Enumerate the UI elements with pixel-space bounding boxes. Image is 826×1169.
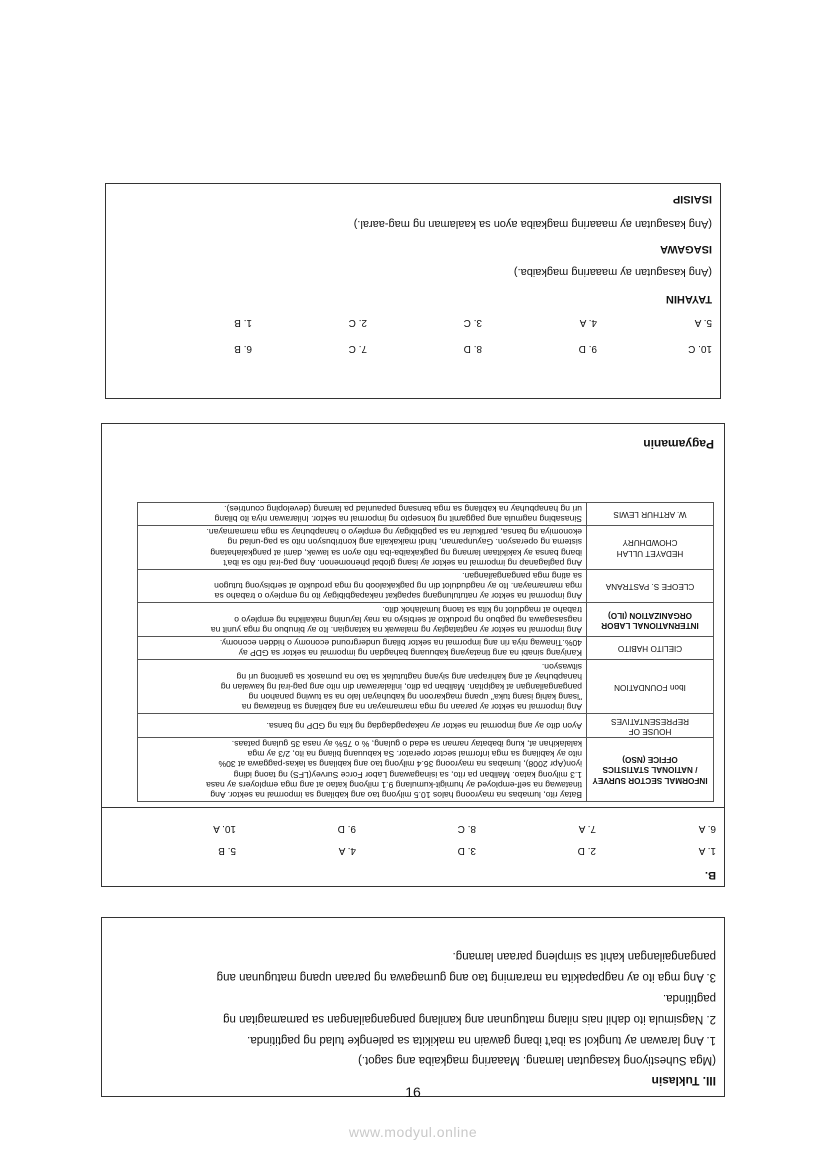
isaisip-heading: ISAISIP	[672, 193, 712, 205]
answer-item: 3. C	[463, 317, 482, 328]
answer-item: 4. A	[579, 317, 597, 328]
source-description	[138, 737, 587, 801]
pagyamanin-table	[137, 502, 714, 802]
table-row	[138, 525, 714, 569]
b-heading: B.	[705, 869, 716, 881]
desc-line: sitwasyon.	[541, 661, 582, 672]
answer-item: 9. D	[337, 823, 356, 834]
source-description	[138, 636, 587, 659]
watermark: www.modyul.online	[348, 1124, 478, 1140]
answer-item: 1. A	[698, 845, 716, 856]
table-row	[138, 660, 714, 714]
tuklasin-line: 3. Ang mga ito ay nagpapakita na maraming tao ang gumagawa ng paraan upang matugunan ang	[216, 971, 716, 983]
answer-item: 9. D	[578, 343, 597, 354]
answer-item: 5. A	[694, 317, 712, 328]
source-name: HEDAYET ULLAH CHOWDHURY	[587, 525, 714, 569]
desc-line: Ang impormal na sektor ay natutulungang sapagkat nakapagbibigay ito ng empleyo o trabaho sa	[214, 591, 582, 602]
desc-line: 40%.Tinawag niya rin ang impormal na sektor bilang underground economy o hidden economy.	[219, 638, 582, 649]
desc-line: 1.3 milyong katao. Maliban pa rito, sa isinagawang Labor Force Survey(LFS) ng taong iding	[233, 769, 582, 780]
source-name: CLEOFE S. PASTRANA	[587, 569, 714, 603]
table-row	[138, 636, 714, 659]
answer-item: 7. A	[578, 823, 596, 834]
answer-item: 5. B	[218, 845, 236, 856]
tayahin-heading: TAYAHIN	[665, 293, 712, 305]
table-row	[138, 714, 714, 737]
answer-item: 10. C	[688, 343, 712, 354]
answer-item: 7. C	[348, 343, 367, 354]
desc-line: tinatawag na self-employed ay humigit-kumulang 9.1 milyong katao at ang mga employers ay nasa	[206, 779, 582, 790]
source-description	[138, 502, 587, 525]
answer-item: 8. C	[457, 823, 476, 834]
desc-line: ekonomiya ng bansa, partikular na sa pagbibigay ng empleyo o hanapbuhay sa mga mamamayan.	[206, 527, 582, 538]
tuklasin-line: (Mga Suhestiyong kasagutan lamang. Maaaring magkaiba ang sagot.)	[358, 1054, 716, 1066]
isaisip-box	[105, 183, 721, 399]
source-name: INFORMAL SECTOR SURVEY / NATIONAL STATISTICS OFFICE (NSO)	[587, 737, 714, 801]
desc-line: uri ng hanapbuhay na kabilang sa mga bansang papaunlad pa lamang (developing countries).	[224, 503, 582, 514]
desc-line: Kaniyang sinabi na ang tinatayang kabuuang bahagdan ng impormal na sektor sa GDP ay	[238, 648, 582, 659]
table-row	[138, 502, 714, 525]
source-description	[138, 525, 587, 569]
tuklasin-line: pangangailangan kahit sa simpleng paraan lamang.	[452, 950, 716, 962]
desc-line: sistema ng operasyon. Gayunpaman, hindi maikakaila ang kontribusyon nito sa pag-unlad ng	[227, 537, 582, 548]
desc-line: Sinasabing nagmula ang paggamit ng konsepto ng impormal na sektor. Inilarawan niya ito bilang	[214, 513, 582, 524]
tuklasin-heading: III. Tuklasin	[651, 1074, 716, 1088]
answer-item: 2. D	[577, 845, 596, 856]
tuklasin-line: 2. Nagsimula ito dahil nais nilang matugunan ang kanilang pangangailangan sa pamamagitan ng	[223, 1013, 716, 1025]
desc-line: Batay rito, lumabas na mayroong halos 10.5 milyong tao ang kabilang sa impormal na sektor. Ang	[210, 790, 582, 800]
desc-line: hanapbuhay at ang kahirapan ang siyang nagtutulak sa tao na pumasok sa ganitong uri ng	[236, 671, 582, 682]
desc-line: Ayon dito ay ang impormal na sektor ay nakapagdagdag ng kita ng GDP ng bansa.	[266, 720, 582, 731]
isaisip-note: (Ang kasagutan ay maaaring magkaiba ayon sa kaalaman ng mag-aaral.)	[353, 218, 712, 230]
tuklasin-line: pagtitinda.	[662, 992, 716, 1004]
answer-item: 8. D	[463, 343, 482, 354]
source-name: Ibon FOUNDATION	[587, 660, 714, 714]
desc-line: Ang impormal na sektor ay paraan ng mga mamamayan na ang kabilang sa tinatawag na	[241, 702, 582, 713]
pagyamanin-box	[101, 423, 725, 807]
answer-item: 3. D	[457, 845, 476, 856]
source-description	[138, 660, 587, 714]
pagyamanin-heading: Pagyamanin	[643, 437, 714, 451]
b-answers-box	[101, 807, 725, 887]
desc-line: iyon(Apr 2008), lumabas na mayroong 36.4 milyong tao ang kabilang sa lakas-paggawa at 30%	[218, 759, 582, 770]
answer-item: 1. B	[234, 317, 252, 328]
desc-line: trabaho at magdulot ng kita sa taong lumalahok dito.	[382, 604, 582, 615]
desc-line: "isang kahig isang tuka" upang magkaroon ng kabuhayan lalo na sa tuwing panahon ng	[248, 692, 582, 703]
answer-item: 6. A	[698, 823, 716, 834]
source-name: INTERNATIONAL LABOR ORGANIZATION (ILO)	[587, 603, 714, 637]
answer-item: 4. A	[338, 845, 356, 856]
b-answers-row-1	[176, 845, 716, 856]
desc-line: nito ay kabilang sa mga informal sector operator. Sa kabuuang bilang na ito, 2/3 ay mga	[247, 749, 582, 760]
table-row	[138, 603, 714, 637]
answer-item: 6. B	[234, 343, 252, 354]
source-name: HOUSE OF REPRESENTATIVES	[587, 714, 714, 737]
tuklasin-box	[101, 917, 725, 1097]
tayahin-row-1	[192, 317, 712, 328]
source-name: W. ARTHUR LEWIS	[587, 502, 714, 525]
desc-line: kalalakihan at, kung ibabatay naman sa edad o gulang, % o 75% ay nasa 35 gulang pataas.	[231, 738, 582, 749]
table-row	[138, 737, 714, 801]
desc-line: nagsasagawa ng pagbuo ng produkto at serbisyo na may layuning makalikha ng empleyo o	[234, 614, 582, 625]
table-row	[138, 569, 714, 603]
desc-line: sa ating mga pangangailangan.	[462, 570, 582, 581]
desc-line: mga mamamayan. Ito ay nagdudulot din ng pagkakaloob ng mga produkto at serbisyong tutugon	[214, 581, 582, 592]
desc-line: Ang impormal na sektor ay nagtataglay ng malawak na katangian. Ito ay binubuo ng mga yunit na	[210, 624, 582, 635]
isagawa-heading: ISAGAWA	[660, 243, 712, 255]
answer-item: 10. A	[213, 823, 236, 834]
source-name: CIELITO HABITO	[587, 636, 714, 659]
tuklasin-line: 1. Ang larawan ay tungkol sa iba't ibang gawain na makikita sa palengke tulad ng pagtitinda.	[247, 1034, 716, 1046]
isagawa-note: (Ang kasagutan ay maaaring magkaiba.)	[513, 266, 712, 278]
desc-line: ibang bansa ay kakikitaan lamang ng pagkakaiba-iba nito ayon sa lawak, dami at pangkalahatang	[210, 547, 582, 558]
desc-line: pangangailangan at kagipitan. Maliban pa dito, inilalarawan din nito ang pag-iral ng kawalan ng	[220, 681, 582, 692]
source-description	[138, 714, 587, 737]
answer-item: 2. C	[348, 317, 367, 328]
source-description	[138, 569, 587, 603]
tayahin-row-2	[192, 343, 712, 354]
b-answers-row-2	[176, 823, 716, 834]
desc-line: Ang paglaganap ng impormal na sektor ay isang global phenomenon. Ang pag-iral nito sa iba't	[223, 557, 582, 568]
page-number: 16	[405, 1084, 421, 1100]
source-description	[138, 603, 587, 637]
